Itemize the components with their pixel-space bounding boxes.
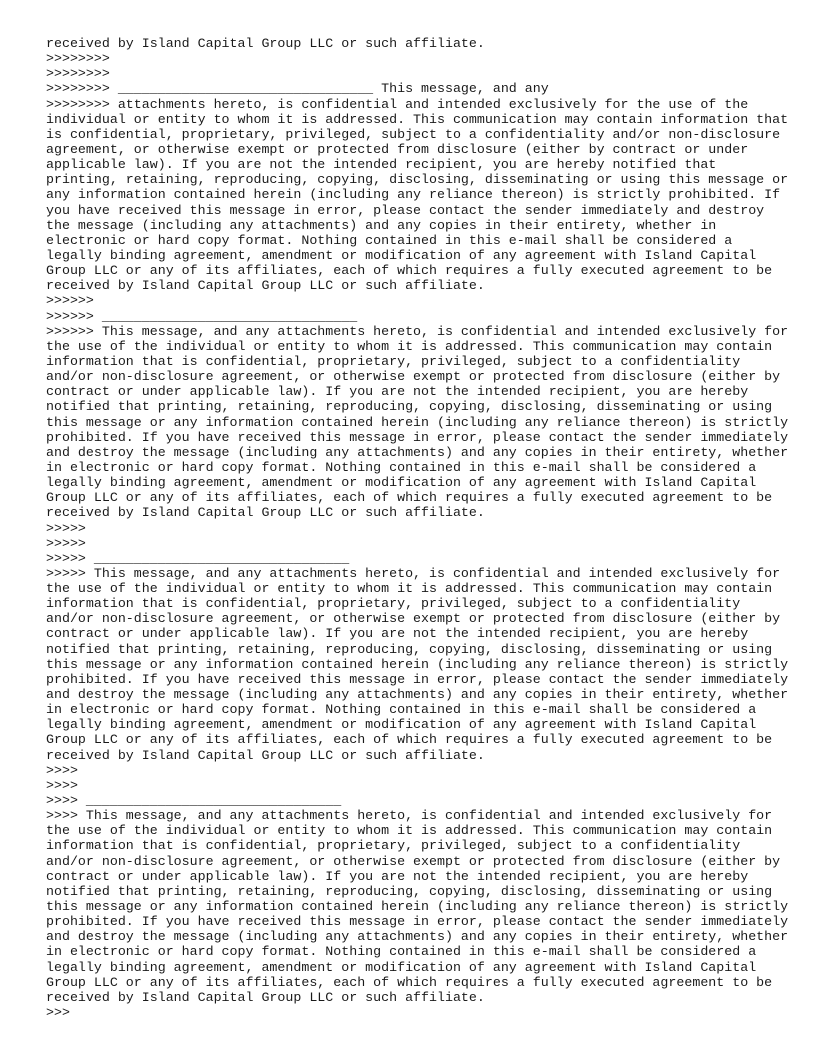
text-line: the use of the individual or entity to whom it is addressed. This communication may contain	[46, 581, 773, 597]
text-line: prohibited. If you have received this message in error, please contact the sender immediately	[46, 671, 789, 687]
text-line: contract or under applicable law). If you are not the intended recipient, you are hereby	[46, 384, 749, 400]
text-line: received by Island Capital Group LLC or such affiliate.	[46, 278, 485, 294]
text-line: this message or any information contained herein (including any reliance thereon) is strictly	[46, 656, 789, 672]
text-line: agreement, or otherwise exempt or protected from disclosure (either by contract or under	[46, 141, 749, 157]
text-line: received by Island Capital Group LLC or such affiliate.	[46, 505, 485, 521]
text-line: and/or non-disclosure agreement, or otherwise exempt or protected from disclosure (either by	[46, 853, 781, 869]
text-line: you have received this message in error, please contact the sender immediately and destroy	[46, 202, 765, 218]
email-body-text	[46, 36, 806, 1020]
text-line: notified that printing, retaining, reproducing, copying, disclosing, disseminating or using	[46, 883, 773, 899]
text-line: >>>	[46, 1005, 70, 1020]
text-line: printing, retaining, reproducing, copying, disclosing, disseminating or using this message or	[46, 172, 789, 188]
text-line: notified that printing, retaining, reproducing, copying, disclosing, disseminating or using	[46, 399, 773, 415]
text-line: Group LLC or any of its affiliates, each of which requires a fully executed agreement to be	[46, 732, 773, 748]
text-line: and/or non-disclosure agreement, or otherwise exempt or protected from disclosure (either by	[46, 611, 781, 627]
text-line: notified that printing, retaining, reproducing, copying, disclosing, disseminating or using	[46, 641, 773, 657]
text-line: this message or any information contained herein (including any reliance thereon) is strictly	[46, 899, 789, 915]
text-line: legally binding agreement, amendment or modification of any agreement with Island Capital	[46, 717, 757, 733]
text-line: legally binding agreement, amendment or modification of any agreement with Island Capital	[46, 475, 757, 491]
text-line: >>>>>> ________________________________	[46, 308, 358, 324]
text-line: the use of the individual or entity to whom it is addressed. This communication may contain	[46, 823, 773, 839]
text-line: the use of the individual or entity to whom it is addressed. This communication may contain	[46, 338, 773, 354]
text-line: >>>>>>>>	[46, 66, 110, 82]
text-line: Group LLC or any of its affiliates, each of which requires a fully executed agreement to be	[46, 263, 773, 279]
text-line: legally binding agreement, amendment or modification of any agreement with Island Capital	[46, 959, 757, 975]
text-line: >>>>>>>> attachments hereto, is confidential and intended exclusively for the use of the	[46, 96, 749, 112]
text-line: received by Island Capital Group LLC or such affiliate.	[46, 989, 485, 1005]
text-line: received by Island Capital Group LLC or such affiliate.	[46, 747, 485, 763]
text-line: >>>>>>	[46, 293, 94, 309]
text-line: in electronic or hard copy format. Nothing contained in this e-mail shall be considered a	[46, 702, 757, 718]
text-line: information that is confidential, proprietary, privileged, subject to a confidentiality	[46, 353, 741, 369]
text-line: Group LLC or any of its affiliates, each of which requires a fully executed agreement to be	[46, 974, 773, 990]
text-line: prohibited. If you have received this message in error, please contact the sender immediately	[46, 914, 789, 930]
text-line: >>>> This message, and any attachments hereto, is confidential and intended exclusively for	[46, 808, 773, 824]
text-line: and/or non-disclosure agreement, or otherwise exempt or protected from disclosure (either by	[46, 369, 781, 385]
text-line: is confidential, proprietary, privileged, subject to a confidentiality and/or non-disclosure	[46, 126, 781, 142]
text-line: >>>>>	[46, 535, 86, 551]
text-line: received by Island Capital Group LLC or such affiliate.	[46, 36, 485, 51]
text-line: >>>>>> This message, and any attachments hereto, is confidential and intended exclusively for	[46, 323, 789, 339]
text-line: >>>>>	[46, 520, 86, 536]
text-line: the message (including any attachments) and any copies in their entirety, whether in	[46, 217, 717, 233]
text-line: individual or entity to whom it is addressed. This communication may contain information that	[46, 111, 789, 127]
text-line: electronic or hard copy format. Nothing contained in this e-mail shall be considered a	[46, 232, 733, 248]
text-line: any information contained herein (including any reliance thereon) is strictly prohibited. If	[46, 187, 781, 203]
text-line: Group LLC or any of its affiliates, each of which requires a fully executed agreement to be	[46, 490, 773, 506]
text-line: information that is confidential, proprietary, privileged, subject to a confidentiality	[46, 596, 741, 612]
text-line: >>>>	[46, 777, 78, 793]
text-line: in electronic or hard copy format. Nothing contained in this e-mail shall be considered a	[46, 459, 757, 475]
text-line: and destroy the message (including any attachments) and any copies in their entirety, whether	[46, 687, 789, 703]
text-line: >>>>>>>>	[46, 51, 110, 67]
text-line: information that is confidential, proprietary, privileged, subject to a confidentiality	[46, 838, 741, 854]
text-line: >>>>>>>> ________________________________ This message, and any	[46, 81, 549, 97]
text-line: >>>>	[46, 762, 78, 778]
text-line: in electronic or hard copy format. Nothing contained in this e-mail shall be considered a	[46, 944, 757, 960]
text-line: contract or under applicable law). If you are not the intended recipient, you are hereby	[46, 626, 749, 642]
text-line: prohibited. If you have received this message in error, please contact the sender immediately	[46, 429, 789, 445]
text-line: and destroy the message (including any attachments) and any copies in their entirety, whether	[46, 444, 789, 460]
text-line: >>>> ________________________________	[46, 793, 342, 809]
text-line: applicable law). If you are not the intended recipient, you are hereby notified that	[46, 157, 717, 173]
text-line: legally binding agreement, amendment or modification of any agreement with Island Capital	[46, 247, 757, 263]
text-line: this message or any information contained herein (including any reliance thereon) is strictly	[46, 414, 789, 430]
text-line: and destroy the message (including any attachments) and any copies in their entirety, whether	[46, 929, 789, 945]
text-line: contract or under applicable law). If you are not the intended recipient, you are hereby	[46, 868, 749, 884]
text-line: >>>>> ________________________________	[46, 550, 350, 566]
text-line: >>>>> This message, and any attachments hereto, is confidential and intended exclusively for	[46, 565, 781, 581]
